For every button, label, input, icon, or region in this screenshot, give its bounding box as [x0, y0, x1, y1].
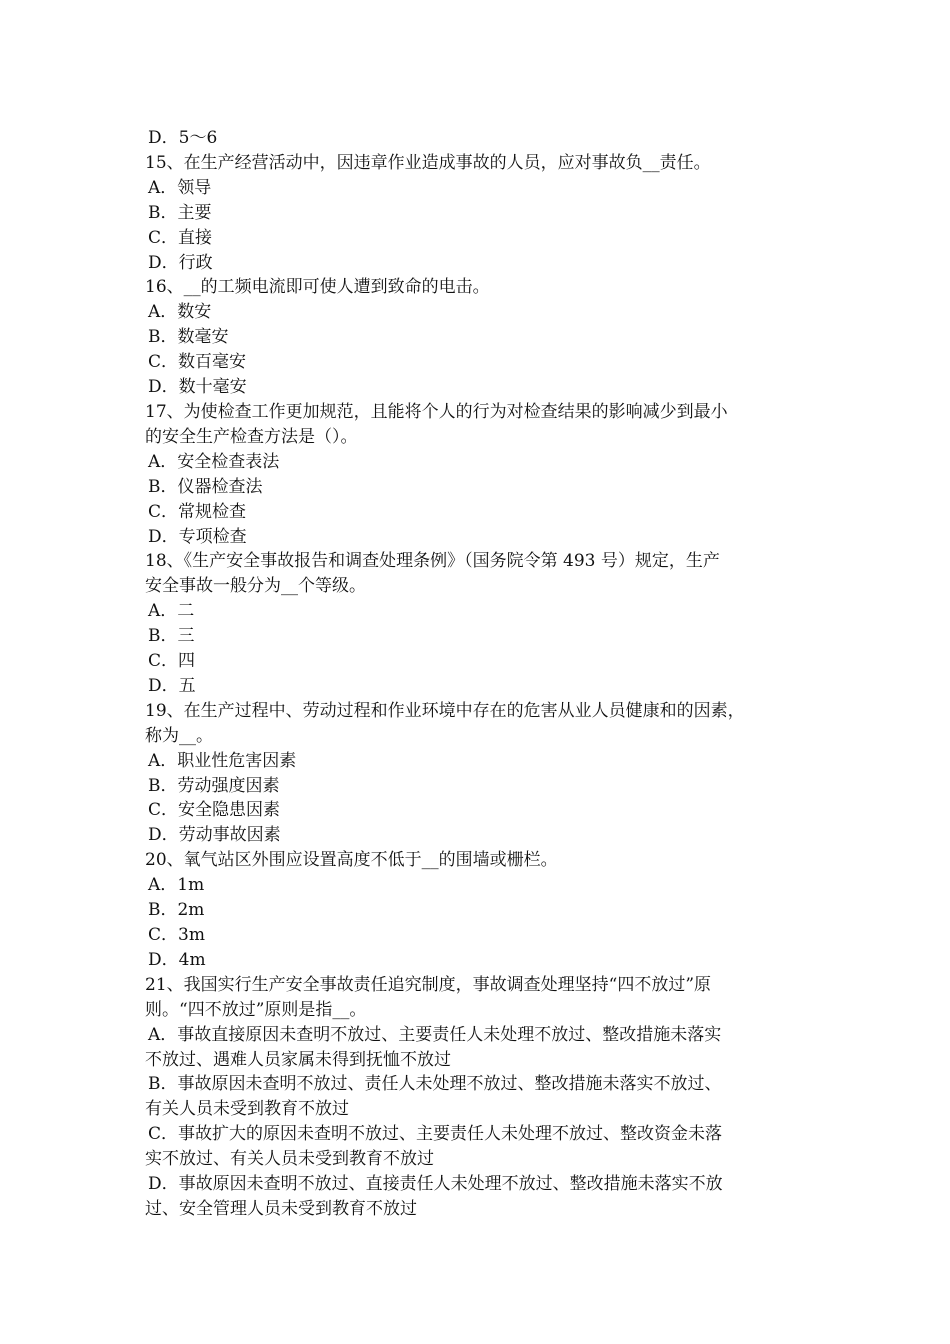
- option-line: C．数百毫安: [148, 352, 247, 373]
- option-a-line-1: A．事故直接原因未查明不放过、主要责任人未处理不放过、整改措施未落实: [148, 1024, 722, 1045]
- option-line: B．劳动强度因素: [148, 775, 280, 796]
- option-line: A．二: [148, 601, 195, 622]
- question-19-line-1: 19、在生产过程中、劳动过程和作业环境中存在的危害从业人员健康和的因素，: [145, 700, 745, 721]
- option-b-line-2: 有关人员未受到教育不放过: [145, 1099, 349, 1120]
- option-line: C．安全隐患因素: [148, 800, 281, 821]
- question-18-line-2: 安全事故一般分为__个等级。: [145, 576, 366, 597]
- option-line: D．4m: [148, 949, 206, 970]
- option-a-line-2: 不放过、遇难人员家属未得到抚恤不放过: [145, 1049, 451, 1070]
- question-19-line-2: 称为__。: [145, 725, 213, 746]
- option-d-line-1: D．事故原因未查明不放过、直接责任人未处理不放过、整改措施未落实不放: [148, 1174, 723, 1195]
- question-17-line-1: 17、为使检查工作更加规范，且能将个人的行为对检查结果的影响减少到最小: [145, 401, 728, 422]
- option-d-line-2: 过、安全管理人员未受到教育不放过: [145, 1198, 417, 1219]
- question-21-line-2: 则。“四不放过”原则是指__。: [145, 999, 367, 1020]
- question-17-line-2: 的安全生产检查方法是（）。: [145, 426, 358, 447]
- option-line: A．数安: [148, 302, 212, 323]
- option-line: A．领导: [148, 177, 212, 198]
- document-page: [145, 126, 825, 1222]
- option-line: C．直接: [148, 227, 213, 248]
- option-line: C．四: [148, 651, 196, 672]
- option-line: D．行政: [148, 252, 213, 273]
- question-21-line-1: 21、我国实行生产安全事故责任追究制度，事故调查处理坚持“四不放过”原: [145, 974, 712, 995]
- option-line: C．3m: [148, 925, 205, 945]
- option-line: D．数十毫安: [148, 377, 247, 398]
- question-18-line-1: 18、《生产安全事故报告和调查处理条例》（国务院令第 493 号）规定，生产: [145, 551, 720, 572]
- option-line: B．仪器检查法: [148, 476, 263, 497]
- option-line: B．2m: [148, 900, 205, 921]
- question-16: 16、__的工频电流即可使人遭到致命的电击。: [145, 277, 490, 298]
- option-line: B．三: [148, 626, 195, 647]
- question-15: 15、在生产经营活动中，因违章作业造成事故的人员，应对事故负__责任。: [145, 152, 711, 173]
- option-line: C．常规检查: [148, 501, 247, 522]
- option-c-line-1: C．事故扩大的原因未查明不放过、主要责任人未处理不放过、整改资金未落: [148, 1124, 723, 1145]
- option-line: A．安全检查表法: [148, 451, 280, 472]
- option-line: D．五: [148, 675, 196, 696]
- option-line: D．劳动事故因素: [148, 825, 281, 846]
- option-line: D．5～6: [148, 128, 218, 148]
- option-c-line-2: 实不放过、有关人员未受到教育不放过: [145, 1149, 434, 1170]
- option-line: B．数毫安: [148, 327, 229, 348]
- option-line: A．1m: [148, 875, 205, 896]
- option-b-line-1: B．事故原因未查明不放过、责任人未处理不放过、整改措施未落实不放过、: [148, 1074, 722, 1095]
- question-20: 20、氧气站区外围应设置高度不低于__的围墙或栅栏。: [145, 850, 558, 871]
- option-line: B．主要: [148, 202, 212, 223]
- option-line: D．专项检查: [148, 526, 247, 547]
- option-line: A．职业性危害因素: [148, 750, 297, 771]
